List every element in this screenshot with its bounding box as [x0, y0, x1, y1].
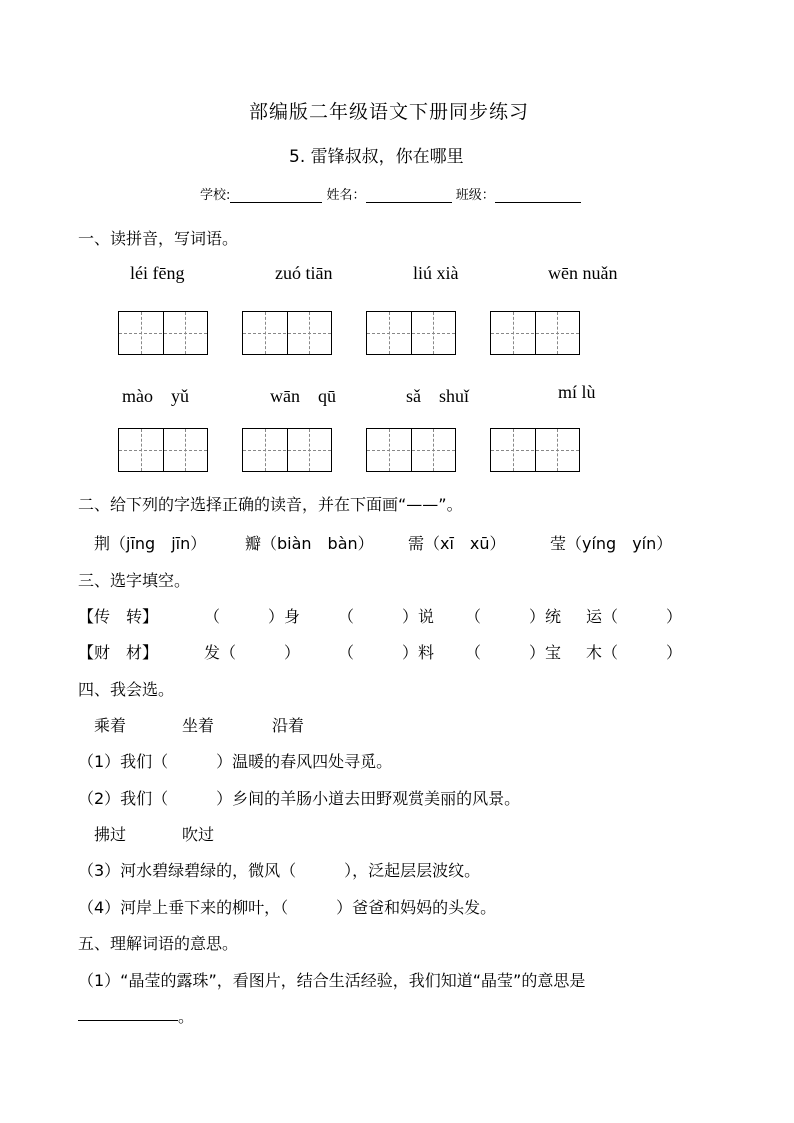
- writing-grid[interactable]: [490, 428, 580, 472]
- answer-end-mark: 。: [178, 1007, 195, 1026]
- writing-grid[interactable]: [366, 428, 456, 472]
- reading-choice[interactable]: 荆（jīng jīn）: [94, 534, 207, 553]
- pinyin-2: zuó tiān: [275, 263, 333, 283]
- pinyin-7: sǎ shuǐ: [406, 386, 469, 406]
- pinyin-6: wān qū: [270, 386, 336, 406]
- pinyin-8: mí lù: [558, 382, 596, 402]
- fill-blank[interactable]: 发（ ）: [204, 643, 301, 662]
- school-label: 学校:: [200, 188, 231, 203]
- fill-blank[interactable]: （ ）宝: [465, 643, 562, 662]
- section3-heading: 三、选字填空。: [78, 571, 191, 590]
- pinyin-4: wēn nuǎn: [548, 263, 618, 283]
- page-title: 部编版二年级语文下册同步练习: [249, 101, 530, 123]
- fill-blank[interactable]: （ ）统: [465, 607, 562, 626]
- answer-line[interactable]: [78, 1020, 178, 1021]
- name-field[interactable]: [366, 188, 452, 203]
- pinyin-5: mào yǔ: [122, 386, 189, 406]
- school-field[interactable]: [230, 188, 322, 203]
- word-choice: 拂过: [94, 825, 127, 844]
- question-2[interactable]: （2）我们（ ）乡间的羊肠小道去田野观赏美丽的风景。: [78, 789, 521, 808]
- reading-choice[interactable]: 瓣（biàn bàn）: [245, 534, 374, 553]
- char-options: 【传 转】: [78, 607, 159, 626]
- fill-blank[interactable]: 运（ ）: [586, 607, 683, 626]
- lesson-title: 5. 雷锋叔叔，你在哪里: [289, 147, 464, 167]
- section4-heading: 四、我会选。: [78, 680, 175, 699]
- fill-blank[interactable]: （ ）身: [204, 607, 301, 626]
- pinyin-1: léi fēng: [130, 263, 185, 283]
- writing-grid[interactable]: [118, 428, 208, 472]
- word-choice: 沿着: [272, 716, 305, 735]
- reading-choice[interactable]: 需（xī xū）: [408, 534, 506, 553]
- fill-blank[interactable]: 木（ ）: [586, 643, 683, 662]
- pinyin-3: liú xià: [413, 263, 459, 283]
- section1-heading: 一、读拼音，写词语。: [78, 229, 239, 248]
- fill-blank[interactable]: （ ）说: [338, 607, 435, 626]
- student-info: [200, 184, 581, 203]
- writing-grid[interactable]: [118, 311, 208, 355]
- reading-choice[interactable]: 莹（yíng yín）: [550, 534, 673, 553]
- question-5-1: （1）“晶莹的露珠”，看图片，结合生活经验，我们知道“晶莹”的意思是: [78, 971, 586, 990]
- writing-grid[interactable]: [242, 428, 332, 472]
- question-4[interactable]: （4）河岸上垂下来的柳叶，（ ）爸爸和妈妈的头发。: [78, 898, 497, 917]
- class-label: 班级：: [455, 188, 495, 203]
- section2-heading: 二、给下列的字选择正确的读音，并在下面画“——”。: [78, 495, 463, 514]
- char-options: 【财 材】: [78, 643, 159, 662]
- word-choice: 吹过: [182, 825, 215, 844]
- word-choice: 坐着: [182, 716, 215, 735]
- question-3[interactable]: （3）河水碧绿碧绿的，微风（ ），泛起层层波纹。: [78, 861, 481, 880]
- writing-grid[interactable]: [242, 311, 332, 355]
- name-label: 姓名：: [326, 188, 366, 203]
- word-choice: 乘着: [94, 716, 127, 735]
- question-1[interactable]: （1）我们（ ）温暖的春风四处寻觅。: [78, 752, 393, 771]
- writing-grid[interactable]: [366, 311, 456, 355]
- section5-heading: 五、理解词语的意思。: [78, 934, 239, 953]
- writing-grid[interactable]: [490, 311, 580, 355]
- class-field[interactable]: [495, 188, 581, 203]
- fill-blank[interactable]: （ ）料: [338, 643, 435, 662]
